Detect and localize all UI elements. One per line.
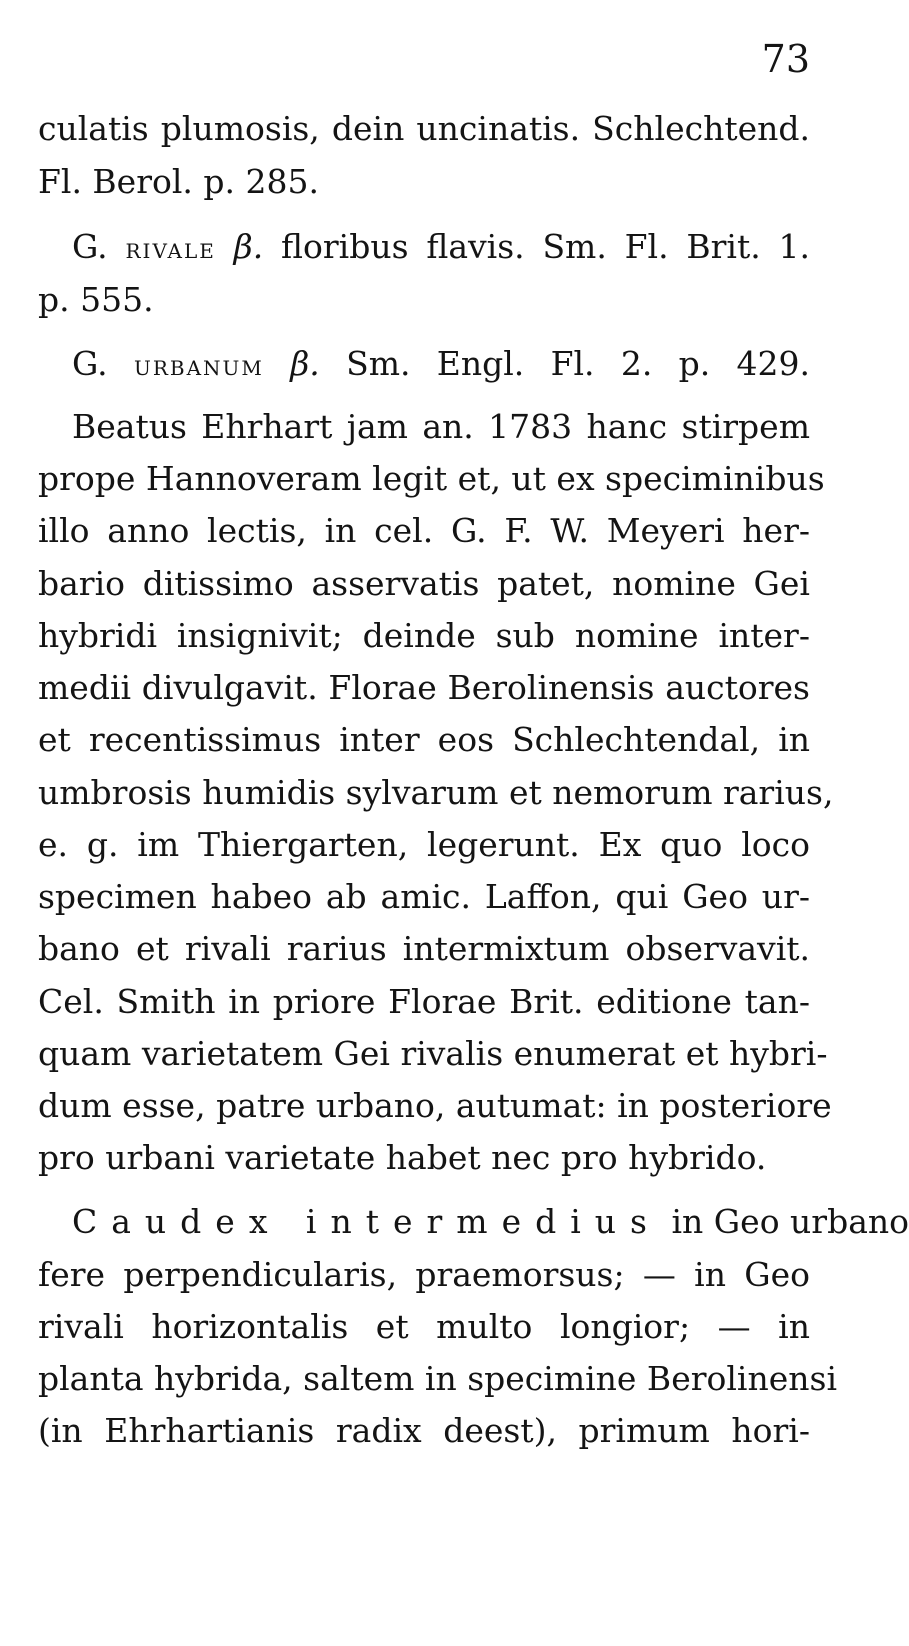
line-text: floribus flavis. Sm. Fl. Brit. 1. xyxy=(281,227,810,266)
species-name: rivale xyxy=(125,232,216,265)
page-number: 73 xyxy=(761,37,810,81)
text-line: hybridi insignivit; deinde sub nomine inter- xyxy=(38,616,810,655)
text-line: bano et rivali rarius intermixtum observavit. xyxy=(38,929,810,968)
text-line: pro urbani varietate habet nec pro hybrido. xyxy=(38,1138,767,1177)
text-line: planta hybrida, saltem in specimine Berolinensi xyxy=(38,1359,837,1398)
text-line: rivali horizontalis et multo longior; — in xyxy=(38,1307,810,1346)
text-line: Fl. Berol. p. 285. xyxy=(38,162,319,201)
spaced-heading: Caudex intermedius xyxy=(72,1202,661,1241)
text-line: fere perpendicularis, praemorsus; — in Geo xyxy=(38,1255,810,1294)
text-line: medii divulgavit. Florae Berolinensis auctores xyxy=(38,668,810,707)
variety-letter: β. xyxy=(233,227,264,266)
line-text: Sm. Engl. Fl. 2. p. 429. xyxy=(346,344,811,383)
text-line: e. g. im Thiergarten, legerunt. Ex quo loco xyxy=(38,825,810,864)
text-line: illo anno lectis, in cel. G. F. W. Meyeri her- xyxy=(38,511,810,550)
text-line-urbanum xyxy=(72,344,811,383)
text-line: culatis plumosis, dein uncinatis. Schlechtend. xyxy=(38,109,810,148)
text-line: specimen habeo ab amic. Laffon, qui Geo ur- xyxy=(38,877,810,916)
text-line: et recentissimus inter eos Schlechtendal, in xyxy=(38,720,810,759)
text-line: bario ditissimo asservatis patet, nomine Gei xyxy=(38,564,810,603)
text-line-rivale xyxy=(72,227,810,266)
line-text: in Geo urbano xyxy=(671,1202,909,1241)
variety-letter: β. xyxy=(290,344,320,383)
species-name: urbanum xyxy=(134,349,264,382)
text-line: Beatus Ehrhart jam an. 1783 hanc stirpem xyxy=(72,407,810,446)
genus-abbrev: G. xyxy=(72,227,108,266)
text-line: dum esse, patre urbano, autumat: in posteriore xyxy=(38,1086,832,1125)
text-line: (in Ehrhartianis radix deest), primum hori- xyxy=(38,1411,810,1450)
genus-abbrev: G. xyxy=(72,344,108,383)
text-line: quam varietatem Gei rivalis enumerat et hybri- xyxy=(38,1034,828,1073)
text-line: umbrosis humidis sylvarum et nemorum rarius, xyxy=(38,773,834,812)
text-line: Cel. Smith in priore Florae Brit. editione tan- xyxy=(38,982,810,1021)
text-line: prope Hannoveram legit et, ut ex speciminibus xyxy=(38,459,825,498)
text-line-caudex xyxy=(72,1202,909,1241)
text-line: p. 555. xyxy=(38,280,154,319)
